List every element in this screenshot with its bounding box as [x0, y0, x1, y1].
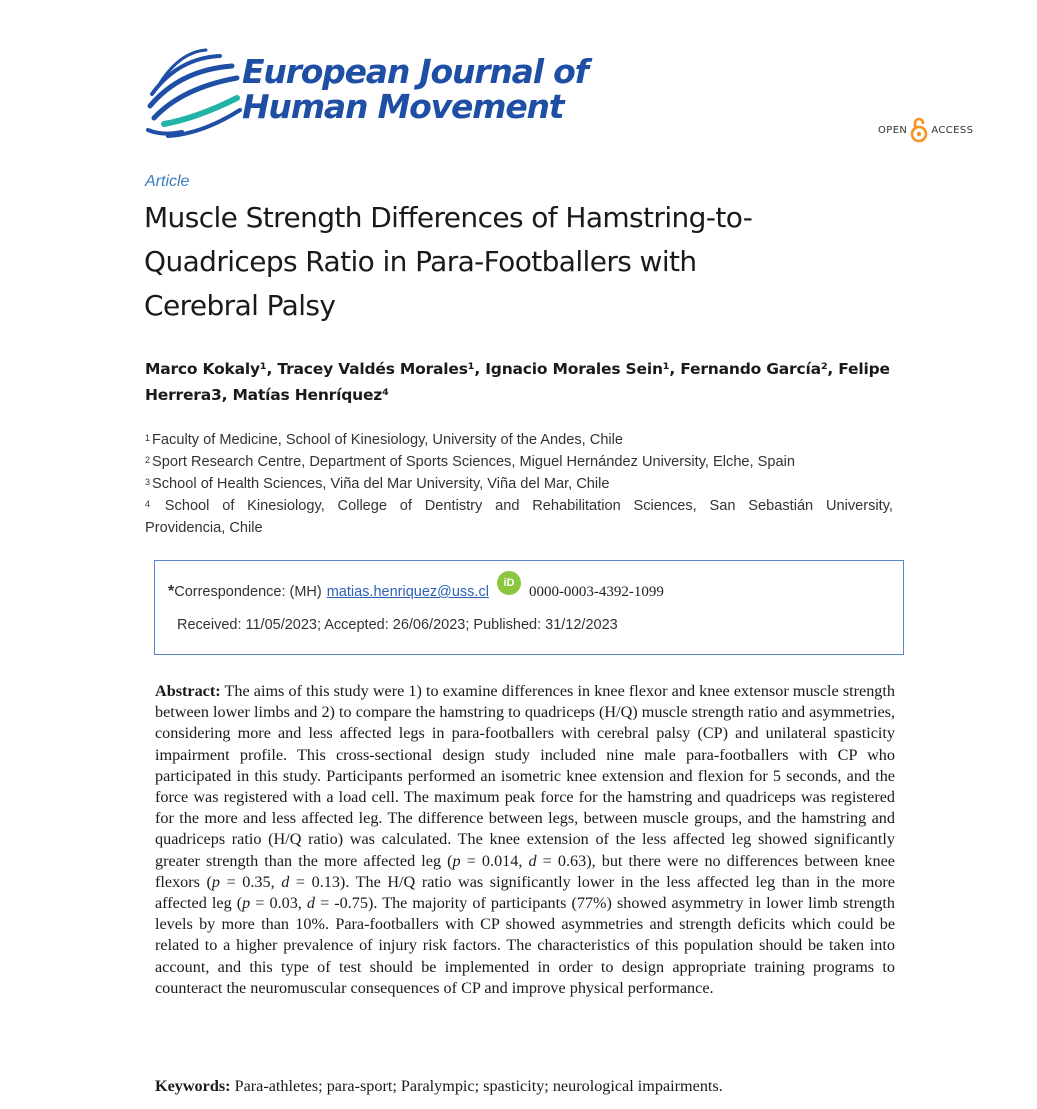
- affiliation-number: 2: [145, 455, 151, 465]
- abstract-text: = 0.63), but there were no differences between knee flexors (: [155, 851, 895, 891]
- affiliation-text: School of Health Sciences, Viña del Mar University, Viña del Mar, Chile: [152, 476, 610, 492]
- abstract-text: = 0.03,: [250, 894, 307, 913]
- affiliation-item: [145, 495, 893, 517]
- author-list-line-1: Marco Kokaly¹, Tracey Valdés Morales¹, Ignacio Morales Sein¹, Fernando García², Felipe: [145, 360, 890, 378]
- article-title: [144, 196, 844, 328]
- author-list-line-2: Herrera3, Matías Henríquez⁴: [145, 386, 389, 404]
- keywords-label: Keywords:: [155, 1077, 231, 1095]
- correspondence-line: [168, 577, 664, 601]
- affiliation-item: [145, 429, 893, 451]
- open-access-badge: [878, 117, 973, 143]
- journal-name-line-2: Human Movement: [242, 87, 564, 126]
- article-title-line-2: Quadriceps Ratio in Para-Footballers with: [144, 245, 697, 278]
- abstract-text: = 0.35,: [220, 872, 282, 891]
- affiliation-number: 4: [145, 499, 151, 509]
- affiliations: [145, 429, 893, 539]
- abstract-label: Abstract:: [155, 682, 221, 700]
- author-list: [145, 356, 895, 408]
- article-title-line-3: Cerebral Palsy: [144, 289, 336, 322]
- correspondence-box: [154, 560, 904, 655]
- abstract: [155, 681, 895, 999]
- open-access-right-label: ACCESS: [931, 124, 974, 136]
- journal-name: [242, 54, 588, 124]
- abstract-text: = -0.75). The majority of participants (77%) showed asymmetry in lower limb strength levels by more than 10%. Para-footballers with CP showed asymmetries and strength deficits which could be related to a higher prevalence of injury risk factors. The characteristics of this population should be taken into account, and this type of test should be implemented in order to design appropriate training programs to counteract the neuromuscular consequences of CP and improve physical performance.: [155, 894, 895, 997]
- affiliation-text: Sport Research Centre, Department of Sports Sciences, Miguel Hernández University, Elche, Spain: [152, 454, 795, 470]
- abstract-text: The aims of this study were 1) to examine differences in knee flexor and knee extensor muscle strength between lower limbs and 2) to compare the hamstring to quadriceps (H/Q) muscle strength ratio and asymmetries, considering more and less affected legs in para-footballers with cerebral palsy (CP) and unilateral spasticity impairment profile. This cross-sectional design study included nine male para-footballers with CP who participated in this study. Participants performed an isometric knee extension and flexion for 5 seconds, and the force was registered with a load cell. The maximum peak force for the hamstring and quadriceps was registered for the more and less affected leg. The difference between legs, between muscle groups, and the hamstring and quadriceps ratio (H/Q ratio) was calculated. The knee extension of the less affected leg showed significantly greater strength than the more affected leg (: [155, 682, 895, 870]
- correspondence-star: *: [168, 583, 175, 600]
- stat-symbol: p: [452, 851, 461, 870]
- open-access-left-label: OPEN: [878, 124, 908, 136]
- affiliation-number: 3: [145, 477, 151, 487]
- stat-symbol: p: [211, 872, 221, 891]
- wing-emblem-icon: [148, 50, 240, 136]
- open-access-lock-icon: [910, 117, 928, 143]
- orcid-icon[interactable]: iD: [497, 571, 521, 595]
- journal-name-line-1: European Journal of: [242, 52, 588, 91]
- correspondence-email-link[interactable]: matias.henriquez@uss.cl: [326, 584, 489, 600]
- affiliation-text: School of Kinesiology, College of Dentistry and Rehabilitation Sciences, San Sebastián University,: [164, 498, 893, 514]
- abstract-text: = 0.014,: [460, 851, 529, 870]
- stat-symbol: d: [306, 894, 316, 913]
- affiliation-item: [145, 473, 893, 495]
- orcid-number: 0000-0003-4392-1099: [528, 583, 664, 600]
- abstract-text: = 0.13). The H/Q ratio was significantly lower in the less affected leg than in the more affected leg (: [155, 872, 895, 913]
- keywords-text: Para-athletes; para-sport; Paralympic; spasticity; neurological impairments.: [230, 1077, 723, 1095]
- affiliation-number: 1: [145, 433, 151, 443]
- publication-dates: Received: 11/05/2023; Accepted: 26/06/2023; Published: 31/12/2023: [177, 617, 618, 633]
- affiliation-item: [145, 451, 893, 473]
- stat-symbol: d: [528, 851, 537, 870]
- affiliation-text: Faculty of Medicine, School of Kinesiology, University of the Andes, Chile: [152, 432, 624, 448]
- correspondence-label: Correspondence: (MH): [174, 584, 322, 600]
- keywords: [155, 1077, 723, 1096]
- affiliation-continuation: Providencia, Chile: [145, 520, 263, 536]
- stat-symbol: d: [281, 872, 290, 891]
- article-title-line-1: Muscle Strength Differences of Hamstring-to-: [144, 201, 753, 234]
- article-type-label: Article: [145, 173, 190, 190]
- stat-symbol: p: [242, 894, 251, 913]
